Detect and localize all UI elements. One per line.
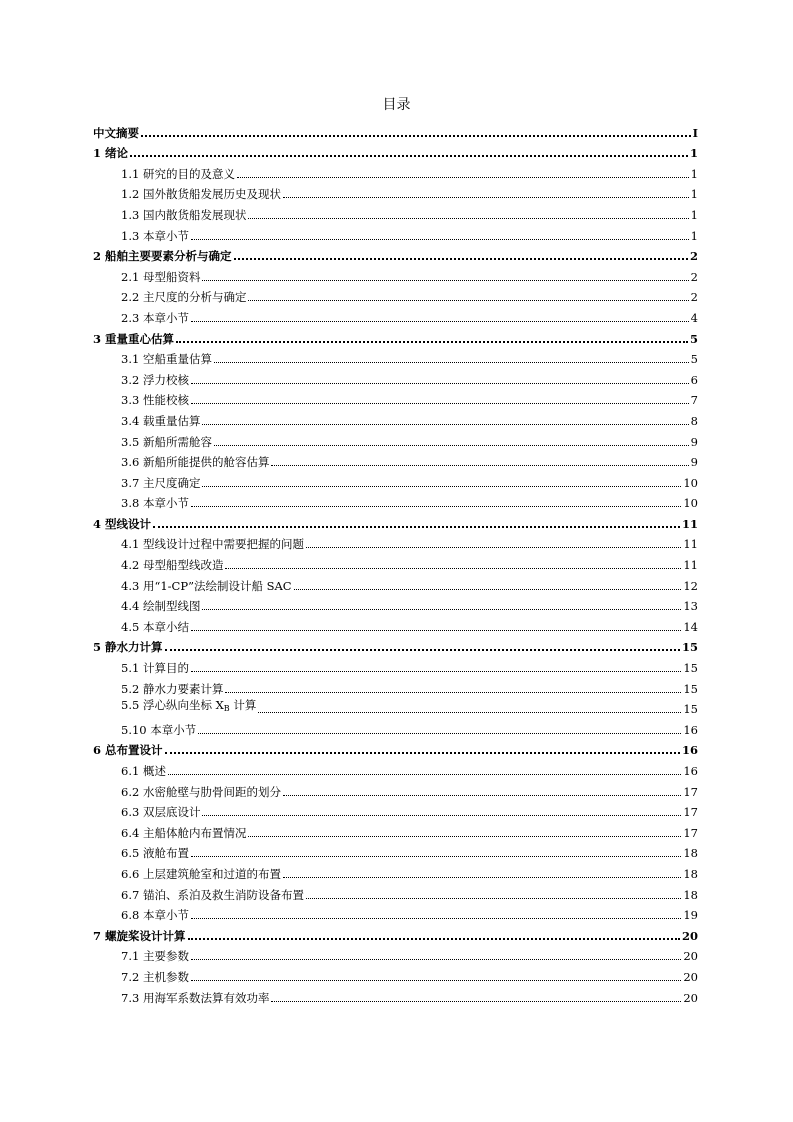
toc-dot-leader [191, 506, 681, 507]
toc-section-entry[interactable] [93, 304, 698, 325]
toc-entry-label: 6.8 本章小节 [121, 908, 189, 923]
toc-dot-leader [191, 239, 689, 240]
toc-dot-leader [153, 526, 680, 528]
toc-dot-leader [141, 135, 691, 137]
toc-page-number: 2 [690, 290, 698, 305]
toc-dot-leader [237, 177, 689, 178]
toc-entry-label: 2.2 主尺度的分析与确定 [121, 290, 247, 305]
toc-dot-leader [191, 959, 681, 960]
toc-chapter-entry[interactable] [93, 243, 698, 264]
toc-entry-label: 6.2 水密舱壁与肋骨间距的划分 [121, 784, 281, 799]
toc-entry-label: 4.3 用“1-CP”法绘制设计船 SAC [121, 578, 292, 593]
toc-dot-leader [214, 445, 689, 446]
toc-page-number: 1 [689, 146, 698, 161]
toc-page-number: 11 [683, 558, 698, 573]
toc-page-number: 17 [683, 825, 698, 840]
toc-chapter-entry[interactable] [93, 140, 698, 161]
toc-section-entry[interactable] [93, 346, 698, 367]
toc-section-entry[interactable] [93, 984, 698, 1005]
toc-section-entry[interactable] [93, 263, 698, 284]
toc-section-entry[interactable] [93, 407, 698, 428]
toc-page-number: 6 [690, 372, 698, 387]
toc-dot-leader [191, 630, 681, 631]
toc-page-number: 10 [683, 475, 698, 490]
toc-entry-label: 6.7 锚泊、系泊及救生消防设备布置 [121, 887, 304, 902]
toc-page-number: 4 [690, 310, 698, 325]
toc-dot-leader [198, 733, 681, 734]
toc-section-entry[interactable] [93, 881, 698, 902]
toc-dot-leader [248, 300, 688, 301]
toc-section-entry[interactable] [93, 449, 698, 470]
toc-section-entry[interactable] [93, 284, 698, 305]
toc-dot-leader [202, 280, 688, 281]
toc-page-number: 1 [690, 207, 698, 222]
toc-entry-label: 1.2 国外散货船发展历史及现状 [121, 187, 281, 202]
toc-page-number: 20 [683, 969, 698, 984]
toc-entry-label: 1.1 研究的目的及意义 [121, 166, 235, 181]
toc-page-number: 14 [683, 619, 698, 634]
toc-section-entry[interactable] [93, 387, 698, 408]
toc-entry-label: 5.2 静水力要素计算 [121, 681, 224, 696]
toc-entry-label: 5 静水力计算 [93, 640, 163, 655]
toc-section-entry[interactable] [93, 675, 698, 696]
toc-entry-label: 5.1 计算目的 [121, 661, 189, 676]
toc-page-number: 15 [681, 640, 698, 655]
toc-section-entry[interactable] [93, 778, 698, 799]
toc-page-number: 16 [683, 722, 698, 737]
toc-chapter-entry[interactable] [93, 325, 698, 346]
toc-page-number: 20 [681, 928, 698, 943]
toc-section-entry[interactable] [93, 819, 698, 840]
toc-dot-leader [188, 938, 680, 940]
toc-chapter-entry[interactable] [93, 119, 698, 140]
toc-entry-label: 4 型线设计 [93, 516, 152, 531]
toc-chapter-entry[interactable] [93, 922, 698, 943]
toc-entry-label: 3.1 空船重量估算 [121, 352, 212, 367]
toc-page-number: 16 [681, 743, 698, 758]
toc-dot-leader [191, 671, 681, 672]
toc-entry-label: 4.5 本章小结 [121, 619, 189, 634]
toc-page-number: 1 [690, 228, 698, 243]
toc-entry-label: 7 螺旋桨设计计算 [93, 928, 186, 943]
toc-page-number: 20 [683, 990, 698, 1005]
toc-dot-leader [191, 383, 689, 384]
toc-dot-leader [234, 258, 688, 260]
toc-entry-label: 3.3 性能校核 [121, 393, 189, 408]
toc-dot-leader [130, 155, 688, 157]
toc-chapter-entry[interactable] [93, 634, 698, 655]
toc-dot-leader [225, 692, 681, 693]
toc-entry-label: 5.5 浮心纵向坐标 $X_B$ 计算 [121, 698, 257, 714]
toc-section-entry[interactable] [93, 943, 698, 964]
toc-page-number: 8 [690, 413, 698, 428]
toc-page-number: 15 [683, 702, 698, 717]
toc-entry-label: 6.3 双层底设计 [121, 805, 201, 820]
toc-entry-label: 3.4 载重量估算 [121, 413, 201, 428]
toc-section-entry[interactable] [93, 757, 698, 778]
toc-entry-label: 3.7 主尺度确定 [121, 475, 201, 490]
toc-section-entry[interactable] [93, 469, 698, 490]
toc-page-number: 13 [683, 599, 698, 614]
toc-section-entry[interactable] [93, 963, 698, 984]
toc-entry-label: 2.1 母型船资料 [121, 269, 201, 284]
toc-entry-label: 3.5 新船所需舱容 [121, 434, 212, 449]
toc-page-number: 20 [683, 949, 698, 964]
toc-dot-leader [191, 918, 681, 919]
toc-dot-leader [202, 815, 681, 816]
toc-entry-label: 6.6 上层建筑舱室和过道的布置 [121, 866, 281, 881]
toc-page-number: 11 [683, 537, 698, 552]
toc-dot-leader [258, 712, 681, 713]
toc-entry-label: 6.5 液舱布置 [121, 846, 189, 861]
toc-section-entry[interactable] [93, 572, 698, 593]
toc-entry-label: 1 绪论 [93, 146, 129, 161]
toc-entry-label: 5.10 本章小节 [121, 722, 197, 737]
toc-page-number: 1 [690, 187, 698, 202]
toc-entry-label: 中文摘要 [93, 125, 139, 140]
toc-entry-label: 4.4 绘制型线图 [121, 599, 201, 614]
toc-dot-leader [191, 980, 681, 981]
toc-section-entry[interactable] [93, 551, 698, 572]
toc-page-number: 10 [683, 496, 698, 511]
toc-dot-leader [306, 898, 681, 899]
toc-section-entry[interactable] [93, 716, 698, 737]
toc-section-entry[interactable] [93, 222, 698, 243]
toc-entry-label: 6.1 概述 [121, 764, 166, 778]
toc-page-number: 7 [690, 393, 698, 408]
toc-section-entry[interactable] [93, 490, 698, 511]
toc-page-number: 12 [683, 578, 698, 593]
toc-entry-label: 7.3 用海军系数法算有效功率 [121, 990, 270, 1005]
toc-section-entry[interactable] [93, 840, 698, 861]
toc-dot-leader [271, 1001, 681, 1002]
toc-chapter-entry[interactable] [93, 737, 698, 758]
page-title: 目录 [382, 97, 411, 113]
toc-section-entry[interactable] [93, 654, 698, 675]
toc-dot-leader [165, 649, 680, 651]
toc-section-entry[interactable] [93, 696, 698, 717]
toc-page-number: 15 [683, 661, 698, 676]
toc-page-number: 11 [681, 516, 698, 531]
toc-section-entry[interactable] [93, 160, 698, 181]
toc-entry-label: 2.3 本章小节 [121, 310, 189, 325]
toc-entry-label: 3 重量重心估算 [93, 331, 175, 346]
toc-dot-leader [191, 321, 689, 322]
toc-page-number: 9 [690, 455, 698, 470]
toc-dot-leader [294, 589, 682, 590]
toc-section-entry[interactable] [93, 613, 698, 634]
toc-dot-leader [165, 752, 680, 754]
toc-entry-label: 2 船舶主要要素分析与确定 [93, 249, 232, 264]
toc-dot-leader [214, 362, 689, 363]
toc-entry-label: 4.2 母型船型线改造 [121, 558, 224, 573]
toc-dot-leader [248, 836, 681, 837]
toc-page-number: 5 [689, 331, 698, 346]
toc-page-number: 16 [683, 764, 698, 778]
toc-page-number: I [692, 125, 698, 140]
toc-page-number: 2 [690, 269, 698, 284]
toc-entry-label: 3.6 新船所能提供的舱容估算 [121, 455, 270, 470]
toc-section-entry[interactable] [93, 531, 698, 552]
toc-dot-leader [176, 341, 688, 343]
toc-page-number: 1 [690, 166, 698, 181]
toc-page-number: 5 [690, 352, 698, 367]
toc-dot-leader [202, 486, 681, 487]
toc-page-number: 18 [683, 846, 698, 861]
toc-page-number: 18 [683, 887, 698, 902]
toc-entry-label: 7.2 主机参数 [121, 969, 189, 984]
toc-section-entry[interactable] [93, 860, 698, 881]
toc-dot-leader [283, 197, 689, 198]
toc-section-entry[interactable] [93, 593, 698, 614]
toc-section-entry[interactable] [93, 181, 698, 202]
toc-dot-leader [168, 774, 681, 775]
toc-dot-leader [202, 609, 681, 610]
toc-section-entry[interactable] [93, 428, 698, 449]
toc-dot-leader [191, 856, 681, 857]
toc-page-number: 18 [683, 866, 698, 881]
toc-page-number: 9 [690, 434, 698, 449]
toc-section-entry[interactable] [93, 799, 698, 820]
toc-entry-label: 3.2 浮力校核 [121, 372, 189, 387]
toc-page-number: 19 [683, 908, 698, 923]
toc-dot-leader [283, 877, 681, 878]
toc-chapter-entry[interactable] [93, 510, 698, 531]
toc-entry-label: 6.4 主船体舱内布置情况 [121, 825, 247, 840]
toc-section-entry[interactable] [93, 366, 698, 387]
toc-dot-leader [202, 424, 688, 425]
toc-entry-label: 1.3 国内散货船发展现状 [121, 207, 247, 222]
toc-entry-label: 6 总布置设计 [93, 743, 163, 758]
toc-entry-label: 7.1 主要参数 [121, 949, 189, 964]
toc-dot-leader [271, 465, 688, 466]
toc-dot-leader [306, 547, 681, 548]
toc-page-number: 17 [683, 805, 698, 820]
toc-dot-leader [225, 568, 681, 569]
toc-page-number: 15 [683, 681, 698, 696]
toc-entry-label: 3.8 本章小节 [121, 496, 189, 511]
toc-section-entry[interactable] [93, 902, 698, 923]
toc-dot-leader [248, 218, 688, 219]
table-of-contents [93, 119, 698, 1005]
toc-dot-leader [283, 795, 681, 796]
toc-page-number: 2 [689, 249, 698, 264]
toc-entry-label: 1.3 本章小节 [121, 228, 189, 243]
toc-section-entry[interactable] [93, 201, 698, 222]
toc-entry-label: 4.1 型线设计过程中需要把握的问题 [121, 537, 304, 552]
toc-page-number: 17 [683, 784, 698, 799]
toc-dot-leader [191, 403, 689, 404]
